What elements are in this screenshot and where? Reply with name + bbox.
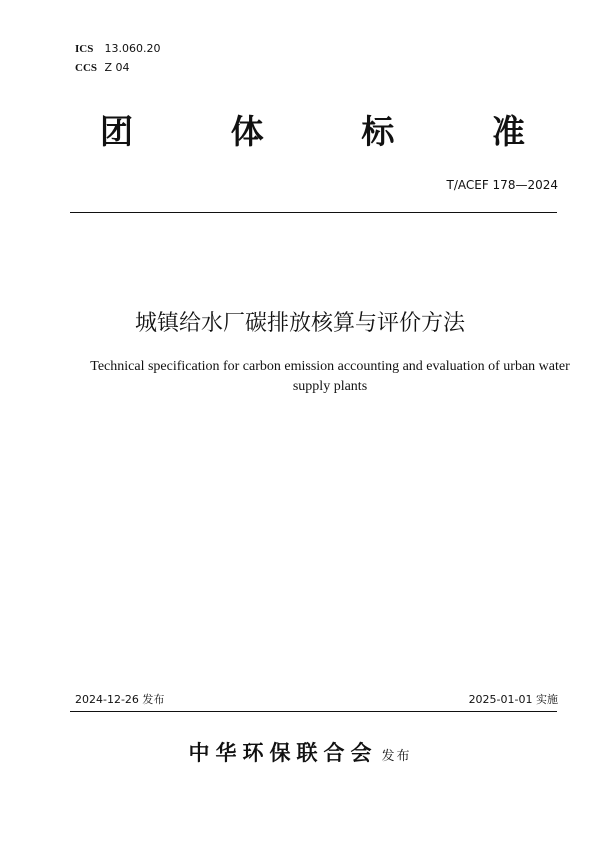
title-english-line: supply plants [292, 379, 368, 394]
effective-date: 2025-01-01 实施 [468, 693, 558, 706]
standard-type-char: 体 [230, 112, 264, 151]
publisher [0, 738, 600, 772]
bottom-divider [70, 711, 557, 712]
standard-type-char: 团 [100, 112, 133, 151]
title-english [80, 357, 580, 397]
issue-date: 2024-12-26 发布 [75, 693, 165, 706]
standard-type-heading [100, 110, 525, 154]
ics-code [75, 42, 160, 56]
ics-label: ICS [75, 43, 94, 55]
standard-type-char: 准 [491, 112, 525, 151]
standard-type-char: 标 [361, 112, 395, 151]
title-chinese: 城镇给水厂碳排放核算与评价方法 [134, 311, 465, 336]
title-english-line: Technical specification for carbon emission accounting and evaluation of urban water [90, 359, 570, 374]
publisher-name: 中华环保联合会 [188, 741, 378, 765]
publisher-suffix: 发布 [381, 749, 412, 764]
ics-value: 13.060.20 [104, 42, 161, 55]
ccs-value: Z 04 [104, 61, 130, 74]
top-divider [70, 212, 557, 213]
ccs-code [75, 61, 130, 75]
standard-number: T/ACEF 178—2024 [446, 178, 558, 192]
ccs-label: CCS [75, 62, 98, 74]
